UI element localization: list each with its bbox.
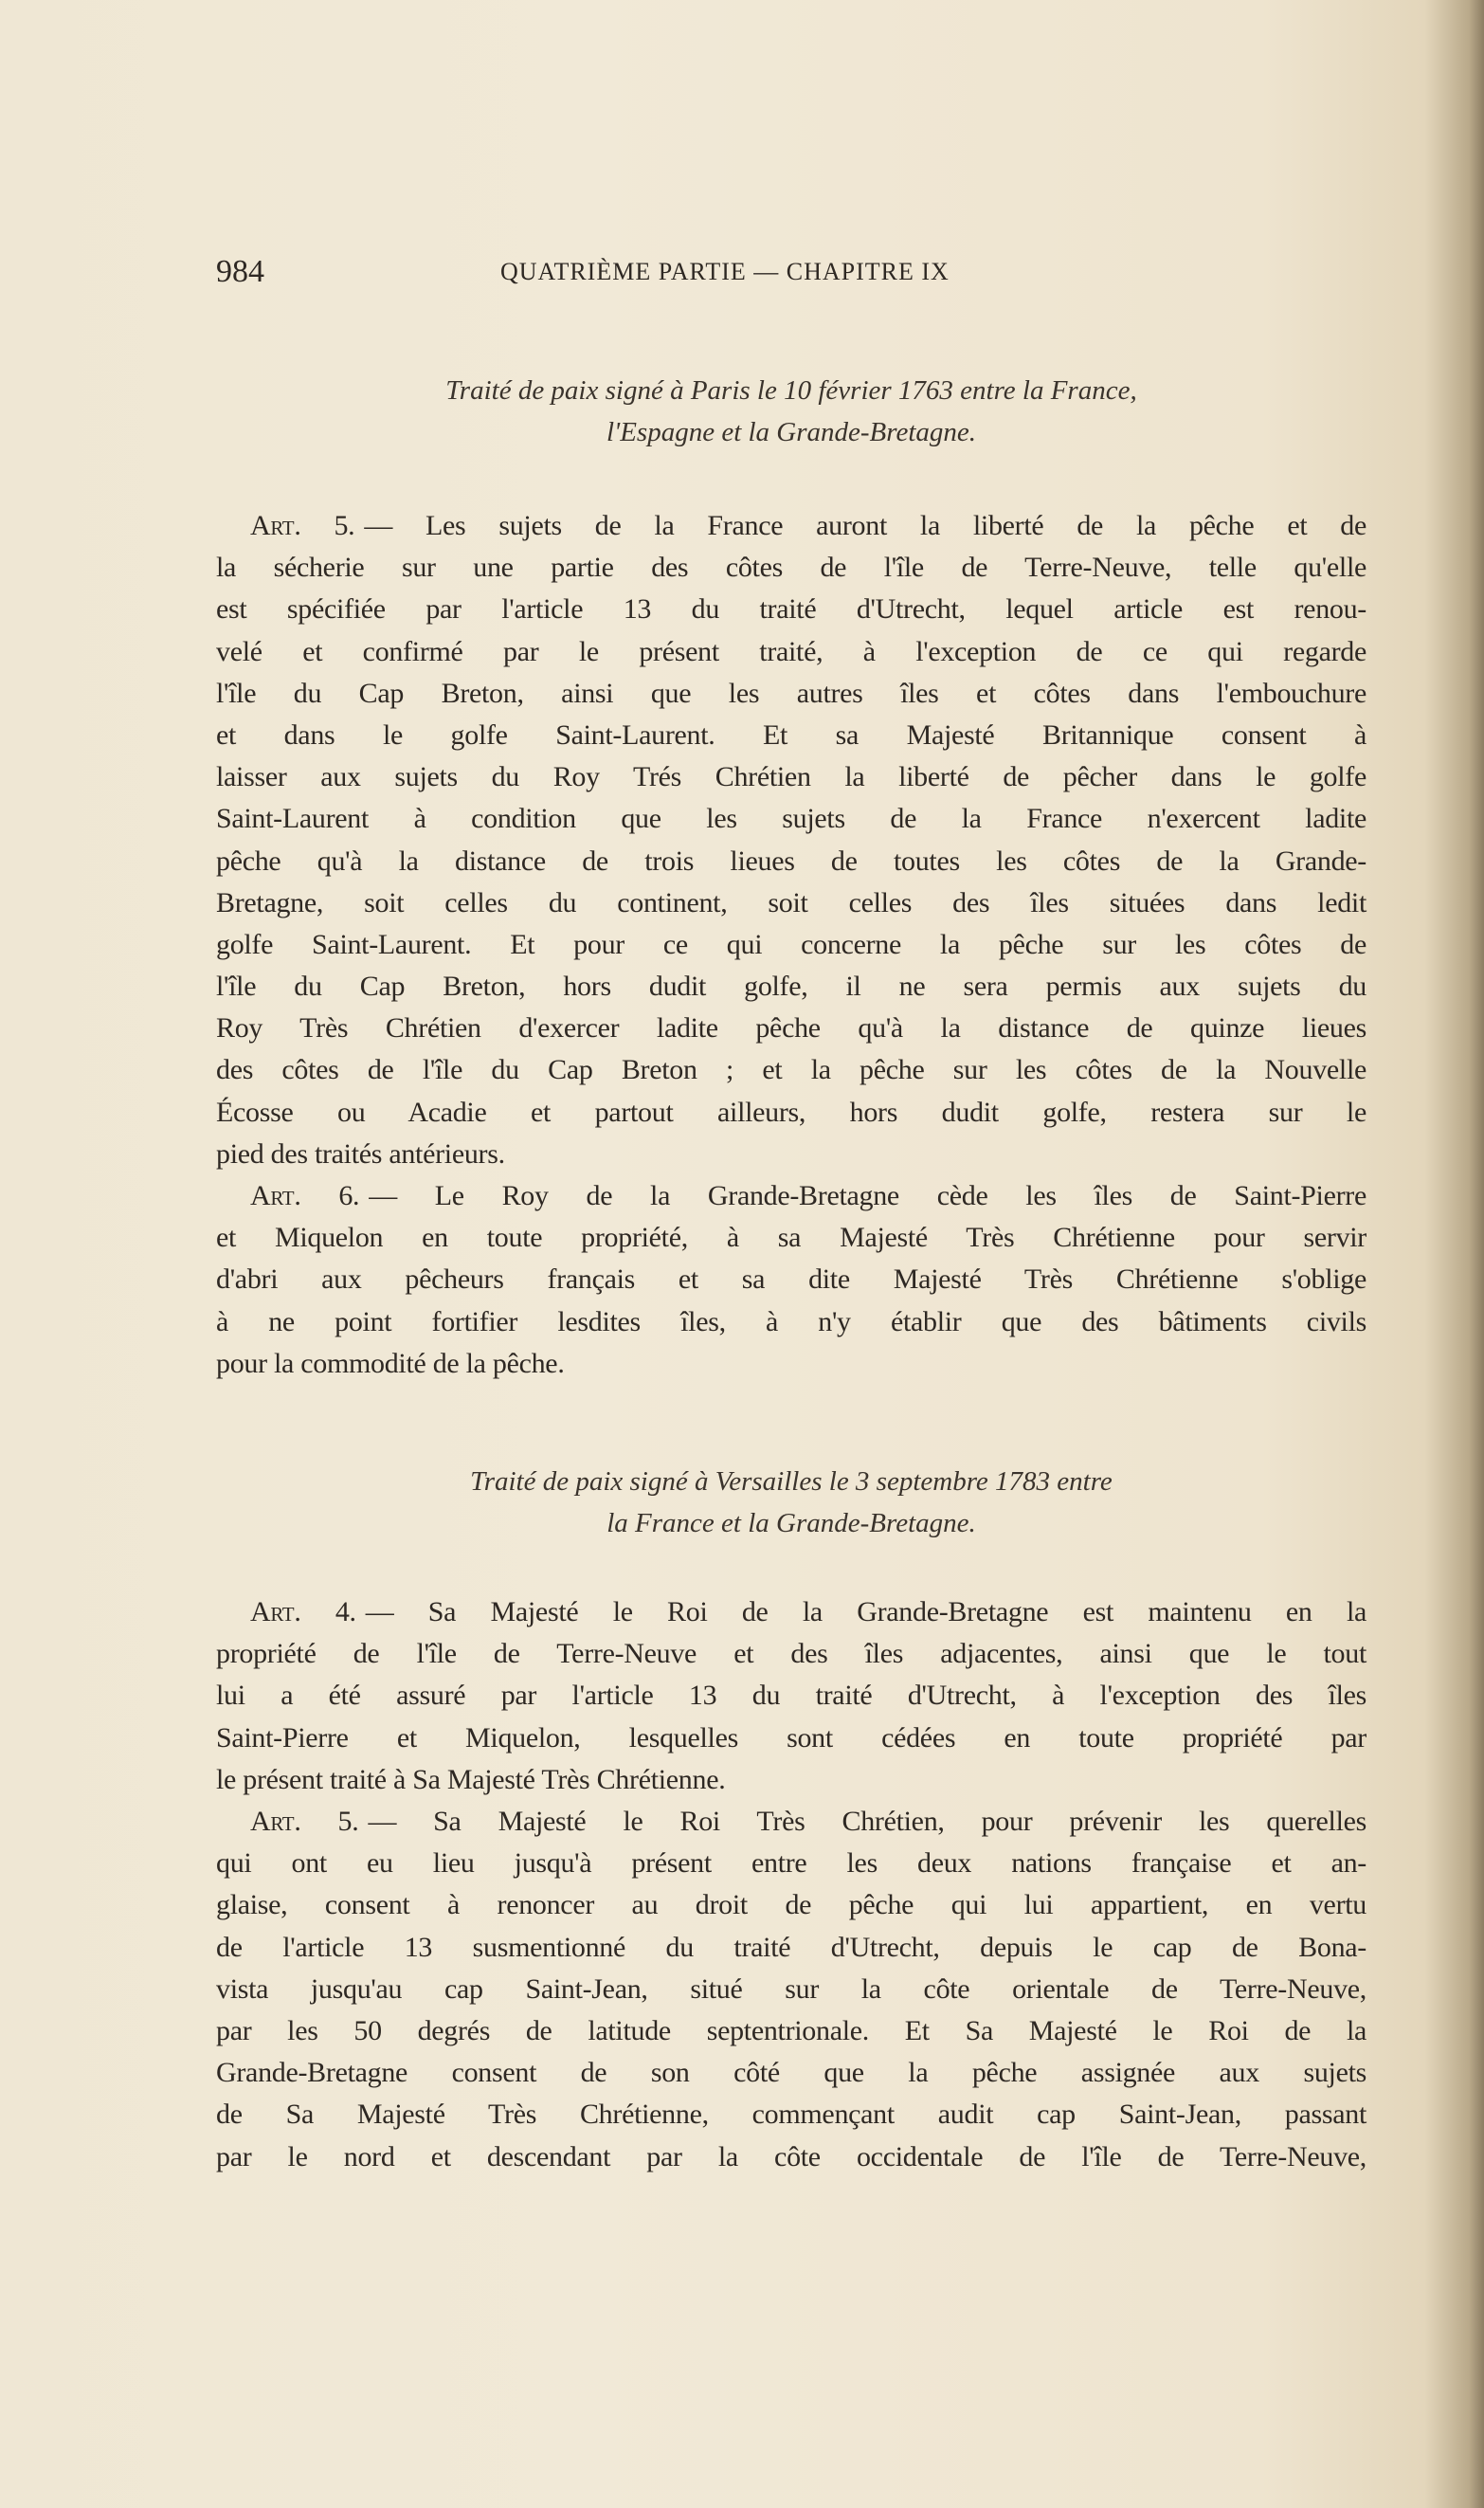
text-line-content: — Sa Majesté le Roi de la Grande-Bretagne est maintenu en la (365, 1596, 1366, 1627)
article-label: Art. 4. (250, 1596, 356, 1627)
text-line-content: qui ont eu lieu jusqu'à présent entre les deux nations française et an- (216, 1847, 1366, 1880)
treaty-title-line: l'Espagne et la Grande-Bretagne. (606, 417, 977, 447)
text-line-content: Bretagne, soit celles du continent, soit celles des îles situées dans ledit (216, 886, 1366, 918)
treaty-title (216, 370, 1366, 453)
text-line-content: à ne point fortifier lesdites îles, à n'y établir que des bâtiments civils (216, 1305, 1366, 1337)
text-line (216, 715, 1366, 756)
text-line (216, 547, 1366, 589)
text-line-content: glaise, consent à renoncer au droit de pêche qui lui appartient, en vertu (216, 1889, 1366, 1921)
text-line-content: et Miquelon en toute propriété, à sa Majesté Très Chrétienne pour servir (216, 1222, 1366, 1254)
text-line-content: propriété de l'île de Terre-Neuve et des îles adjacentes, ainsi que le tout (216, 1638, 1366, 1670)
text-line (216, 2136, 1366, 2178)
text-line-content: Grande-Bretagne consent de son côté que la pêche assignée aux sujets (216, 2057, 1366, 2089)
text-line-content: par les 50 degrés de latitude septentrionale. Et Sa Majesté le Roi de la (216, 2014, 1366, 2046)
text-line-content: des côtes de l'île du Cap Breton ; et la pêche sur les côtes de la Nouvelle (216, 1054, 1366, 1086)
text-line (216, 841, 1366, 882)
treaty-title-line: Traité de paix signé à Paris le 10 février 1763 entre la France, (445, 375, 1137, 406)
text-line-content: golfe Saint-Laurent. Et pour ce qui concerne la pêche sur les côtes de (216, 928, 1366, 960)
text-line (216, 673, 1366, 715)
page-number: 984 (216, 254, 264, 289)
text-line (216, 882, 1366, 924)
text-line (216, 1927, 1366, 1969)
text-line (216, 1591, 1366, 1633)
text-line-content: laisser aux sujets du Roy Trés Chrétien la liberté de pêcher dans le golfe (216, 761, 1366, 793)
article-paragraph (216, 1801, 1366, 2178)
text-line-content: pour la commodité de la pêche. (216, 1347, 565, 1379)
text-line (216, 1969, 1366, 2010)
text-line (216, 2010, 1366, 2052)
article-paragraph (216, 505, 1366, 1175)
text-line (216, 966, 1366, 1008)
text-line-content: l'île du Cap Breton, ainsi que les autres îles et côtes dans l'embouchure (216, 677, 1366, 709)
text-line (216, 1092, 1366, 1134)
running-title: QUATRIÈME PARTIE — CHAPITRE IX (500, 258, 950, 285)
article-label: Art. 5. (250, 1806, 359, 1837)
text-line-content: la sécherie sur une partie des côtes de l'île de Terre-Neuve, telle qu'elle (216, 552, 1366, 584)
text-line (216, 1175, 1366, 1217)
text-line-content: pêche qu'à la distance de trois lieues de toutes les côtes de la Grande- (216, 845, 1366, 877)
text-line (216, 1633, 1366, 1675)
text-line-content: d'abri aux pêcheurs français et sa dite Majesté Très Chrétienne s'oblige (216, 1263, 1366, 1296)
text-line (216, 1217, 1366, 1259)
text-line (216, 1801, 1366, 1843)
text-line (216, 1343, 1366, 1385)
text-line (216, 2052, 1366, 2094)
text-line (216, 1675, 1366, 1717)
text-line (216, 1049, 1366, 1091)
text-line-content: le présent traité à Sa Majesté Très Chrétienne. (216, 1763, 726, 1795)
text-line (216, 1843, 1366, 1884)
text-line-content: — Sa Majesté le Roi Très Chrétien, pour prévenir les querelles (368, 1806, 1366, 1837)
text-line-content: est spécifiée par l'article 13 du traité d'Utrecht, lequel article est renou- (216, 593, 1366, 626)
text-line-content: Écosse ou Acadie et partout ailleurs, hors dudit golfe, restera sur le (216, 1096, 1366, 1128)
text-line (216, 756, 1366, 798)
text-line-content: de l'article 13 susmentionné du traité d'Utrecht, depuis le cap de Bona- (216, 1931, 1366, 1963)
text-line-content: — Les sujets de la France auront la liberté de la pêche et de (364, 510, 1367, 541)
text-line (216, 1301, 1366, 1343)
text-line-content: par le nord et descendant par la côte occidentale de l'île de Terre-Neuve, (216, 2140, 1366, 2172)
text-line (216, 631, 1366, 673)
text-line-content: Saint-Laurent à condition que les sujets de la France n'exercent ladite (216, 803, 1366, 835)
text-line (216, 1759, 1366, 1801)
treaty-title-line: la France et la Grande-Bretagne. (606, 1508, 976, 1538)
article-paragraph (216, 1175, 1366, 1385)
article-label: Art. 6. (250, 1180, 360, 1211)
text-line-content: Roy Très Chrétien d'exercer ladite pêche qu'à la distance de quinze lieues (216, 1012, 1366, 1045)
treaty-title-line: Traité de paix signé à Versailles le 3 septembre 1783 entre (470, 1466, 1113, 1497)
article-label: Art. 5. (250, 510, 355, 541)
text-line (216, 1259, 1366, 1300)
text-line (216, 1008, 1366, 1049)
text-line (216, 1884, 1366, 1926)
text-line (216, 798, 1366, 840)
text-line (216, 1717, 1366, 1759)
text-line-content: vista jusqu'au cap Saint-Jean, situé sur la côte orientale de Terre-Neuve, (216, 1972, 1366, 2005)
text-line-content: de Sa Majesté Très Chrétienne, commençant audit cap Saint-Jean, passant (216, 2099, 1366, 2131)
text-line-content: lui a été assuré par l'article 13 du traité d'Utrecht, à l'exception des îles (216, 1680, 1366, 1712)
text-line (216, 1134, 1366, 1175)
text-line-content: et dans le golfe Saint-Laurent. Et sa Majesté Britannique consent à (216, 718, 1366, 751)
text-line (216, 2094, 1366, 2135)
article-paragraph (216, 1591, 1366, 1801)
text-line-content: — Le Roy de la Grande-Bretagne cède les îles de Saint-Pierre (369, 1180, 1366, 1211)
text-line (216, 589, 1366, 630)
text-line (216, 505, 1366, 547)
text-line-content: pied des traités antérieurs. (216, 1137, 505, 1170)
text-line (216, 924, 1366, 966)
treaty-title (216, 1461, 1366, 1544)
text-line-content: l'île du Cap Breton, hors dudit golfe, il ne sera permis aux sujets du (216, 971, 1366, 1003)
text-line-content: Saint-Pierre et Miquelon, lesquelles sont cédées en toute propriété par (216, 1721, 1366, 1754)
text-line-content: velé et confirmé par le présent traité, à l'exception de ce qui regarde (216, 635, 1366, 667)
